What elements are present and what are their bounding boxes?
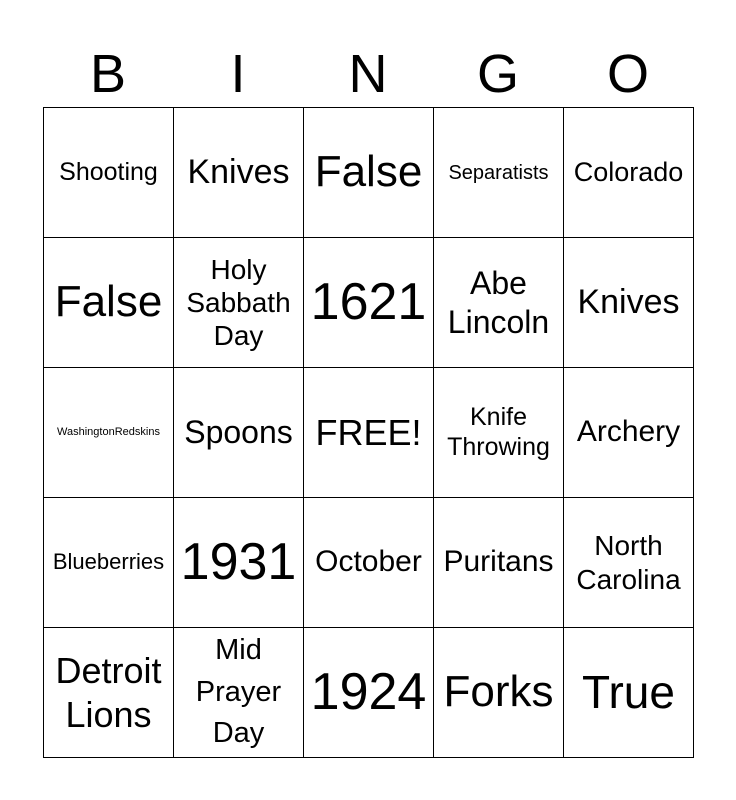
- cell-label: North Carolina: [576, 530, 681, 595]
- bingo-cell-r4-c4[interactable]: [434, 498, 564, 628]
- cell-label: 1924: [310, 663, 427, 722]
- cell-label: False: [54, 277, 163, 327]
- bingo-cell-r3-c4[interactable]: [434, 368, 564, 498]
- cell-label: Holy Sabbath Day: [186, 253, 291, 352]
- bingo-cell-r1-c4[interactable]: [434, 108, 564, 238]
- bingo-cell-r3-c5[interactable]: [564, 368, 694, 498]
- cell-label: Blueberries: [52, 549, 165, 575]
- cell-label: True: [582, 665, 675, 718]
- cell-label: Knife Throwing: [447, 403, 550, 461]
- bingo-cell-r1-c5[interactable]: [564, 108, 694, 238]
- cell-label: Separatists: [448, 161, 549, 184]
- cell-label: 1931: [180, 533, 297, 592]
- cell-label: Mid Prayer Day: [195, 634, 282, 750]
- bingo-cell-r5-c1[interactable]: [44, 628, 174, 758]
- bingo-cell-r2-c4[interactable]: [434, 238, 564, 368]
- bingo-cell-r3-c1[interactable]: [44, 368, 174, 498]
- cell-label: WashingtonRedskins: [57, 425, 160, 438]
- cell-label: Colorado: [573, 157, 684, 188]
- bingo-cell-r2-c1[interactable]: [44, 238, 174, 368]
- bingo-cell-r5-c3[interactable]: [304, 628, 434, 758]
- bingo-cell-r4-c5[interactable]: [564, 498, 694, 628]
- header-letter-n: N: [348, 44, 388, 104]
- bingo-cell-r4-c3[interactable]: [304, 498, 434, 628]
- bingo-cell-r2-c2[interactable]: [174, 238, 304, 368]
- bingo-cell-r3-c3[interactable]: [304, 368, 434, 498]
- cell-label: Shooting: [59, 157, 158, 186]
- header-letter-o: O: [606, 44, 649, 104]
- cell-label: Puritans: [443, 545, 554, 579]
- bingo-cell-r5-c2[interactable]: [174, 628, 304, 758]
- bingo-cell-r1-c2[interactable]: [174, 108, 304, 238]
- cell-label: Knives: [577, 283, 680, 322]
- bingo-cell-r2-c3[interactable]: [304, 238, 434, 368]
- cell-label: Forks: [443, 667, 554, 717]
- cell-label: Spoons: [184, 414, 293, 451]
- cell-label: 1621: [310, 273, 427, 332]
- bingo-cell-r1-c3[interactable]: [304, 108, 434, 238]
- bingo-cell-r1-c1[interactable]: [44, 108, 174, 238]
- cell-label: FREE!: [315, 411, 422, 453]
- cell-label: Detroit Lions: [55, 650, 162, 735]
- cell-label: Archery: [576, 415, 681, 449]
- bingo-cell-r2-c5[interactable]: [564, 238, 694, 368]
- bingo-cell-r4-c2[interactable]: [174, 498, 304, 628]
- header-letter-b: B: [89, 44, 127, 104]
- cell-label: October: [315, 545, 422, 579]
- bingo-cell-r5-c4[interactable]: [434, 628, 564, 758]
- bingo-cell-r3-c2[interactable]: [174, 368, 304, 498]
- header-letter-g: G: [476, 44, 519, 104]
- cell-label: Knives: [187, 153, 290, 192]
- cell-label: Abe Lincoln: [447, 265, 550, 340]
- bingo-board: [43, 107, 694, 758]
- bingo-cell-r4-c1[interactable]: [44, 498, 174, 628]
- bingo-header: [43, 40, 693, 108]
- cell-label: False: [314, 147, 423, 197]
- header-letter-i: I: [230, 44, 246, 104]
- bingo-cell-r5-c5[interactable]: [564, 628, 694, 758]
